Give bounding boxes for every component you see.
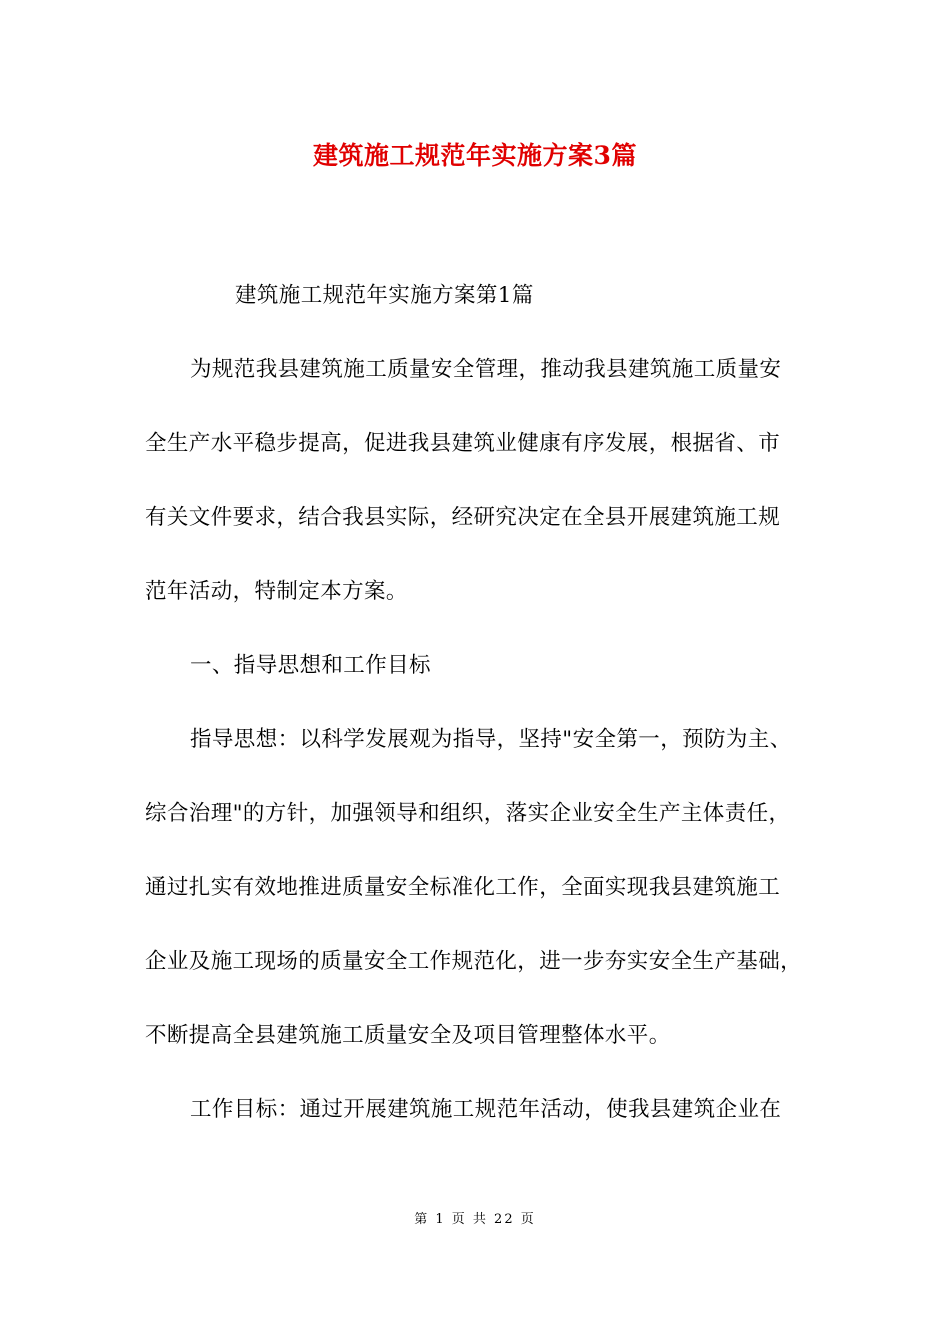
paragraph-line: 有关文件要求，结合我县实际，经研究决定在全县开展建筑施工规 — [145, 505, 781, 530]
paragraph-line: 范年活动，特制定本方案。 — [145, 579, 408, 604]
paragraph-line: 通过扎实有效地推进质量安全标准化工作，全面实现我县建筑施工 — [145, 875, 781, 900]
document-title: 建筑施工规范年实施方案3篇 — [313, 141, 637, 170]
section-heading: 一、指导思想和工作目标 — [190, 653, 431, 678]
paragraph-line: 不断提高全县建筑施工质量安全及项目管理整体水平。 — [145, 1023, 671, 1048]
paragraph-line: 综合治理"的方针，加强领导和组织，落实企业安全生产主体责任， — [145, 801, 791, 826]
paragraph-line: 指导思想：以科学发展观为指导，坚持"安全第一，预防为主、 — [190, 727, 792, 752]
paragraph-line: 工作目标：通过开展建筑施工规范年活动，使我县建筑企业在 — [190, 1097, 782, 1122]
paragraph-line: 为规范我县建筑施工质量安全管理，推动我县建筑施工质量安 — [190, 357, 782, 382]
paragraph-line: 全生产水平稳步提高，促进我县建筑业健康有序发展，根据省、市 — [145, 431, 781, 456]
paragraph-line: 企业及施工现场的质量安全工作规范化，进一步夯实安全生产基础， — [145, 949, 803, 974]
section-subtitle: 建筑施工规范年实施方案第1篇 — [235, 283, 534, 308]
page-footer: 第 1 页 共 22 页 — [414, 1212, 536, 1227]
